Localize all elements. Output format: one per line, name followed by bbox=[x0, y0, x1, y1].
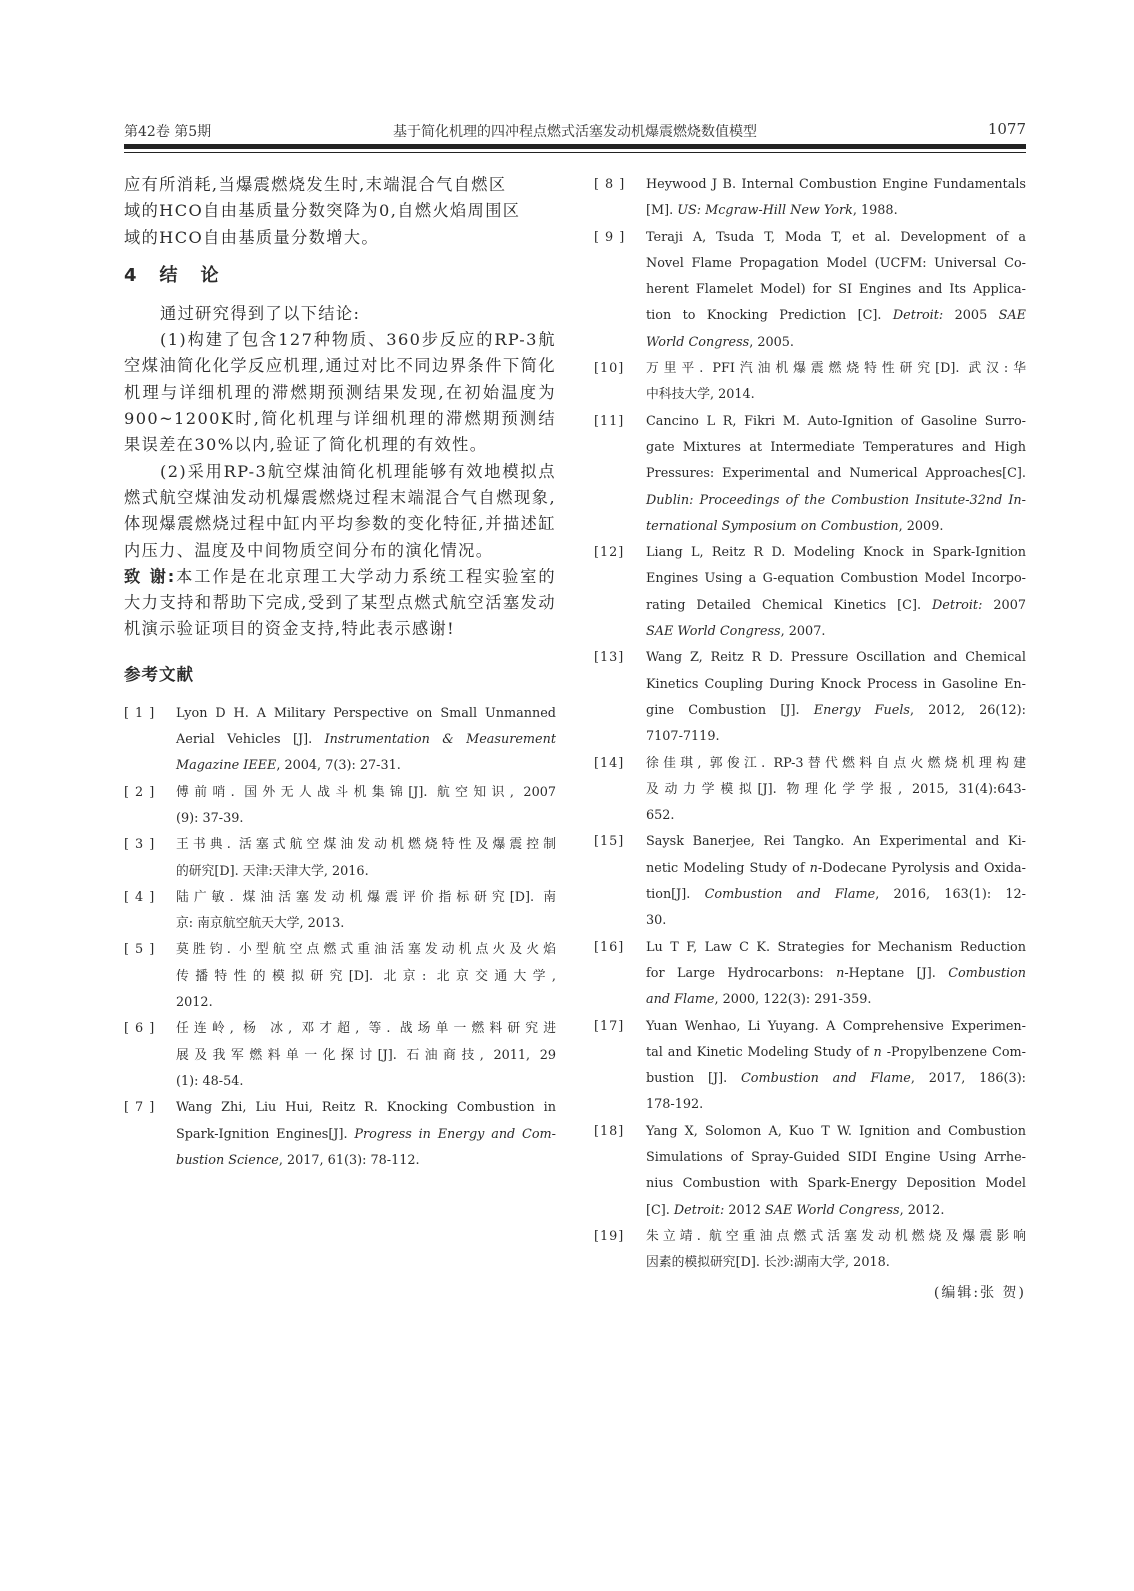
right-column bbox=[594, 172, 1026, 1302]
page-number: 1077 bbox=[987, 120, 1026, 138]
running-title: 基于简化机理的四冲程点燃式活塞发动机爆震燃烧数值模型 bbox=[393, 124, 757, 140]
reference-line bbox=[646, 1198, 1026, 1224]
reference-line bbox=[646, 488, 1026, 514]
intro-line: 应有所消耗,当爆震燃烧发生时,末端混合气自燃区 bbox=[124, 175, 507, 194]
reference-item bbox=[594, 225, 1026, 356]
reference-segment: Saysk Banerjee, Rei Tangko. An Experimental and Ki- bbox=[646, 834, 1026, 850]
reference-segment: [M]. bbox=[646, 203, 678, 219]
reference-item bbox=[594, 1014, 1026, 1119]
reference-number: [ 3 ] bbox=[124, 837, 156, 853]
reference-segment: Simulations of Spray-Guided SIDI Engine Using Arrhe- bbox=[646, 1149, 1026, 1165]
reference-line bbox=[646, 961, 1026, 987]
reference-item bbox=[594, 751, 1026, 830]
reference-line bbox=[646, 645, 1026, 671]
reference-segment: bustion [J]. bbox=[646, 1071, 741, 1087]
reference-item bbox=[594, 1224, 1026, 1277]
reference-segment: 陆广敏. 煤油活塞发动机爆震评价指标研究[D]. 南 bbox=[176, 889, 556, 905]
reference-segment: 652. bbox=[646, 808, 675, 824]
reference-italic-segment: and Flame bbox=[646, 992, 715, 1008]
reference-segment: Yuan Wenhao, Li Yuyang. A Comprehensive Experimen- bbox=[646, 1018, 1026, 1034]
reference-segment: 任连岭, 杨 冰, 邓才超, 等. 战场单一燃料研究进 bbox=[176, 1021, 556, 1037]
reference-item bbox=[124, 832, 556, 885]
reference-number: [16] bbox=[594, 939, 625, 955]
reference-line bbox=[646, 829, 1026, 855]
reference-item bbox=[124, 937, 556, 1016]
reference-line bbox=[646, 987, 1026, 1013]
reference-item bbox=[594, 1119, 1026, 1224]
reference-line bbox=[176, 780, 556, 806]
reference-italic-segment: Progress in Energy and Com- bbox=[354, 1126, 556, 1142]
reference-item bbox=[594, 540, 1026, 645]
reference-line bbox=[646, 330, 1026, 356]
reference-segment: rating Detailed Chemical Kinetics [C]. bbox=[646, 597, 933, 613]
reference-line bbox=[646, 908, 1026, 934]
reference-segment: 中科技大学, 2014. bbox=[646, 387, 755, 403]
reference-item bbox=[594, 645, 1026, 750]
reference-line bbox=[176, 990, 556, 1016]
reference-item bbox=[594, 356, 1026, 409]
reference-line bbox=[176, 1095, 556, 1121]
reference-segment: Yang X, Solomon A, Kuo T W. Ignition and Combustion bbox=[646, 1123, 1026, 1139]
reference-line bbox=[646, 382, 1026, 408]
reference-italic-segment: Combustion and Flame bbox=[704, 887, 876, 903]
reference-item bbox=[124, 885, 556, 938]
reference-line bbox=[646, 172, 1026, 198]
reference-segment: (9): 37-39. bbox=[176, 810, 244, 826]
reference-item bbox=[124, 1095, 556, 1174]
reference-item bbox=[124, 1016, 556, 1095]
reference-italic-segment: SAE World Congress bbox=[764, 1202, 900, 1218]
header-rule-thick bbox=[124, 144, 1026, 149]
reference-line bbox=[646, 1040, 1026, 1066]
acknowledgement bbox=[124, 564, 556, 643]
reference-segment: 徐佳琪, 郭俊江. RP-3替代燃料自点火燃烧机理构建 bbox=[646, 755, 1026, 771]
reference-line bbox=[646, 1066, 1026, 1092]
section-title-part: 结 bbox=[159, 264, 179, 286]
reference-number: [ 7 ] bbox=[124, 1100, 156, 1116]
reference-segment: Lyon D H. A Military Perspective on Small Unmanned bbox=[176, 705, 556, 721]
reference-segment: 展及我军燃料单一化探讨[J]. 石油商技, 2011, 29 bbox=[176, 1047, 556, 1063]
reference-italic-segment: Combustion and Flame bbox=[741, 1071, 911, 1087]
reference-italic-segment: Dublin: Proceedings of the Combustion Insitute-32nd In- bbox=[646, 492, 1026, 508]
reference-line bbox=[646, 514, 1026, 540]
reference-segment: Liang L, Reitz R D. Modeling Knock in Spark-Ignition bbox=[646, 545, 1026, 561]
reference-line bbox=[646, 251, 1026, 277]
reference-line bbox=[176, 1069, 556, 1095]
reference-number: [18] bbox=[594, 1123, 625, 1139]
reference-italic-segment: Energy Fuels bbox=[813, 702, 910, 718]
reference-item bbox=[594, 829, 1026, 934]
reference-segment: Spark-Ignition Engines[J]. bbox=[176, 1126, 355, 1142]
reference-segment: Pressures: Experimental and Numerical Approaches[C]. bbox=[646, 466, 1026, 482]
reference-line bbox=[646, 356, 1026, 382]
reference-segment: Novel Flame Propagation Model (UCFM: Universal Co- bbox=[646, 255, 1026, 271]
reference-italic-segment: SAE World Congress bbox=[646, 624, 781, 640]
reference-segment: Lu T F, Law C K. Strategies for Mechanism Reduction bbox=[646, 939, 1026, 955]
ack-label: 致 谢: bbox=[124, 566, 176, 586]
reference-number: [11] bbox=[594, 413, 625, 429]
section-title-part: 论 bbox=[200, 264, 220, 286]
reference-line bbox=[646, 566, 1026, 592]
reference-segment: 2012. bbox=[176, 995, 213, 1011]
section-heading bbox=[124, 261, 556, 287]
running-header bbox=[124, 119, 1026, 141]
reference-segment: Kinetics Coupling During Knock Process in Gasoline En- bbox=[646, 676, 1026, 692]
reference-line bbox=[646, 540, 1026, 566]
reference-line bbox=[646, 1145, 1026, 1171]
reference-segment: Aerial Vehicles [J]. bbox=[176, 732, 325, 748]
reference-italic-segment: n bbox=[873, 1044, 882, 1060]
reference-line bbox=[646, 1250, 1026, 1276]
reference-italic-segment: Magazine IEEE bbox=[176, 758, 277, 774]
reference-line bbox=[646, 935, 1026, 961]
left-column bbox=[124, 172, 556, 1174]
editor-note: (编辑:张 贺) bbox=[933, 1285, 1026, 1302]
reference-item bbox=[594, 935, 1026, 1014]
reference-number: [13] bbox=[594, 650, 625, 666]
intro-paragraph bbox=[124, 172, 556, 251]
reference-number: [10] bbox=[594, 361, 625, 377]
reference-line bbox=[646, 672, 1026, 698]
reference-italic-segment: Detroit: bbox=[932, 597, 994, 613]
reference-line bbox=[646, 409, 1026, 435]
reference-line bbox=[646, 435, 1026, 461]
conclusion-2: (2)采用RP-3航空煤油简化机理能够有效地模拟点燃式航空煤油发动机爆震燃烧过程末端混合气自燃现象,体现爆震燃烧过程中缸内平均参数的变化特征,并描述缸内压力、温度及中间物质空间分布的演化情况。 bbox=[124, 461, 556, 560]
reference-segment: , 2016, 163(1): 12- bbox=[875, 887, 1026, 903]
reference-segment: 7107-7119. bbox=[646, 729, 720, 745]
reference-segment: Teraji A, Tsuda T, Moda T, et al. Development of a bbox=[646, 229, 1026, 245]
conclusion-1: (1)构建了包含127种物质、360步反应的RP-3航空煤油简化化学反应机理,通过对比不同边界条件下简化机理与详细机理的滞燃期预测结果发现,在初始温度为900~1200K时,简化机理与详细机理的滞燃期预测结果误差在30%以内,验证了简化机理的有效性。 bbox=[124, 330, 556, 455]
reference-segment: 30. bbox=[646, 913, 667, 929]
reference-segment: gine Combustion [J]. bbox=[646, 702, 814, 718]
reference-item bbox=[594, 409, 1026, 540]
reference-line bbox=[646, 619, 1026, 645]
reference-segment: 2005 bbox=[954, 308, 999, 324]
reference-segment: , 2009. bbox=[898, 518, 944, 534]
reference-item bbox=[594, 172, 1026, 225]
reference-number: [ 1 ] bbox=[124, 705, 156, 721]
reference-segment: netic Modeling Study of bbox=[646, 860, 810, 876]
reference-segment: 178-192. bbox=[646, 1097, 704, 1113]
reference-segment: tion to Knocking Prediction [C]. bbox=[646, 308, 893, 324]
reference-line bbox=[176, 964, 556, 990]
reference-segment: 王书典. 活塞式航空煤油发动机燃烧特性及爆震控制 bbox=[176, 837, 556, 853]
reference-italic-segment: Detroit: bbox=[673, 1202, 729, 1218]
reference-segment: herent Flamelet Model) for SI Engines and Its Applica- bbox=[646, 282, 1026, 298]
intro-line: 域的HCO自由基质量分数增大。 bbox=[124, 227, 380, 247]
reference-segment: (1): 48-54. bbox=[176, 1073, 244, 1089]
reference-segment: 的研究[D]. 天津:天津大学, 2016. bbox=[176, 863, 369, 879]
reference-line bbox=[646, 198, 1026, 224]
reference-italic-segment: Combustion bbox=[948, 965, 1026, 981]
reference-segment: , 1988. bbox=[852, 203, 898, 219]
reference-item bbox=[124, 701, 556, 780]
reference-segment: 传播特性的模拟研究[D]. 北京: 北京交通大学, bbox=[176, 968, 556, 984]
reference-line bbox=[176, 1016, 556, 1042]
reference-segment: , 2017, 186(3): bbox=[910, 1071, 1026, 1087]
reference-line bbox=[176, 911, 556, 937]
reference-line bbox=[176, 859, 556, 885]
reference-italic-segment: n bbox=[809, 860, 818, 876]
reference-line bbox=[646, 593, 1026, 619]
reference-segment: for Large Hydrocarbons: bbox=[646, 965, 837, 981]
reference-segment: 万里平. PFI汽油机爆震燃烧特性研究[D]. 武汉:华 bbox=[646, 361, 1026, 377]
reference-line bbox=[646, 1092, 1026, 1118]
reference-number: [ 5 ] bbox=[124, 942, 156, 958]
reference-segment: 及动力学模拟[J]. 物理化学学报, 2015, 31(4):643- bbox=[646, 781, 1026, 797]
reference-line bbox=[646, 225, 1026, 251]
reference-line bbox=[646, 1119, 1026, 1145]
section-number: 4 bbox=[124, 264, 138, 286]
reference-line bbox=[176, 885, 556, 911]
reference-line bbox=[176, 1122, 556, 1148]
reference-line bbox=[646, 303, 1026, 329]
reference-segment: tion[J]. bbox=[646, 887, 705, 903]
reference-segment: 2007 bbox=[993, 597, 1026, 613]
reference-segment: Cancino L R, Fikri M. Auto-Ignition of Gasoline Surro- bbox=[646, 413, 1026, 429]
reference-segment: Wang Z, Reitz R D. Pressure Oscillation and Chemical bbox=[646, 650, 1026, 666]
reference-number: [14] bbox=[594, 755, 625, 771]
reference-line bbox=[646, 724, 1026, 750]
reference-item bbox=[124, 780, 556, 833]
reference-italic-segment: Detroit: bbox=[892, 308, 955, 324]
reference-line bbox=[176, 753, 556, 779]
reference-line bbox=[646, 1224, 1026, 1250]
reference-segment: , 2000, 122(3): 291-359. bbox=[714, 992, 872, 1008]
reference-segment: Heywood J B. Internal Combustion Engine Fundamentals bbox=[646, 177, 1026, 192]
reference-italic-segment: Instrumentation & Measurement bbox=[324, 732, 556, 748]
reference-segment: , 2012. bbox=[899, 1202, 945, 1218]
reference-segment: 因素的模拟研究[D]. 长沙:湖南大学, 2018. bbox=[646, 1255, 890, 1271]
reference-segment: 京: 南京航空航天大学, 2013. bbox=[176, 916, 345, 932]
reference-italic-segment: bustion Science bbox=[176, 1152, 279, 1168]
reference-segment: gate Mixtures at Intermediate Temperatures and High bbox=[646, 439, 1026, 455]
reference-segment: -Heptane [J]. bbox=[844, 965, 949, 981]
reference-segment: , 2007. bbox=[780, 624, 826, 640]
reference-line bbox=[176, 937, 556, 963]
reference-number: [ 4 ] bbox=[124, 889, 156, 905]
reference-number: [ 2 ] bbox=[124, 784, 156, 800]
reference-number: [19] bbox=[594, 1228, 625, 1244]
volume-issue: 第42卷 第5期 bbox=[124, 124, 212, 140]
header-rule-thin bbox=[124, 152, 1026, 153]
reference-segment: -Propylbenzene Com- bbox=[881, 1044, 1026, 1060]
reference-number: [ 8 ] bbox=[594, 177, 626, 192]
references-title: 参考文献 bbox=[124, 664, 194, 684]
reference-segment: , 2017, 61(3): 78-112. bbox=[278, 1152, 420, 1168]
reference-line bbox=[176, 806, 556, 832]
reference-line bbox=[646, 277, 1026, 303]
reference-line bbox=[646, 698, 1026, 724]
reference-line bbox=[176, 701, 556, 727]
reference-line bbox=[646, 1014, 1026, 1040]
reference-line bbox=[646, 882, 1026, 908]
reference-segment: 朱立靖. 航空重油点燃式活塞发动机燃烧及爆震影响 bbox=[646, 1228, 1026, 1244]
intro-line: 域的HCO自由基质量分数突降为0,自燃火焰周围区 bbox=[124, 201, 521, 221]
reference-segment: 2012 bbox=[728, 1202, 765, 1218]
reference-number: [ 9 ] bbox=[594, 229, 626, 245]
reference-italic-segment: n bbox=[836, 965, 845, 981]
conclusion-lead: 通过研究得到了以下结论: bbox=[160, 303, 361, 323]
reference-segment: 傅前哨. 国外无人战斗机集锦[J]. 航空知识, 2007 bbox=[176, 784, 556, 800]
ack-text: 本工作是在北京理工大学动力系统工程实验室的大力支持和帮助下完成,受到了某型点燃式航空活塞发动机演示验证项目的资金支持,特此表示感谢! bbox=[124, 566, 556, 639]
reference-line bbox=[176, 832, 556, 858]
reference-number: [17] bbox=[594, 1018, 625, 1034]
reference-italic-segment: World Congress bbox=[646, 334, 750, 350]
reference-segment: -Dodecane Pyrolysis and Oxida- bbox=[817, 860, 1026, 876]
reference-number: [12] bbox=[594, 545, 625, 561]
reference-segment: , 2004, 7(3): 27-31. bbox=[276, 758, 401, 774]
reference-line bbox=[646, 803, 1026, 829]
reference-line bbox=[646, 461, 1026, 487]
reference-segment: tal and Kinetic Modeling Study of bbox=[646, 1044, 874, 1060]
reference-line bbox=[646, 1171, 1026, 1197]
reference-italic-segment: ternational Symposium on Combustion bbox=[646, 518, 899, 534]
reference-line bbox=[176, 727, 556, 753]
reference-list-left bbox=[124, 701, 556, 1174]
reference-segment: [C]. bbox=[646, 1202, 674, 1218]
reference-line bbox=[646, 856, 1026, 882]
reference-list-right bbox=[594, 172, 1026, 1276]
reference-italic-segment: US: Mcgraw-Hill New York bbox=[677, 203, 853, 219]
reference-line bbox=[176, 1043, 556, 1069]
reference-italic-segment: SAE bbox=[998, 308, 1026, 324]
reference-segment: nius Combustion with Spark-Energy Deposition Model bbox=[646, 1176, 1026, 1192]
reference-segment: , 2005. bbox=[749, 334, 794, 350]
reference-segment: , 2012, 26(12): bbox=[910, 702, 1026, 718]
reference-line bbox=[176, 1148, 556, 1174]
reference-segment: Engines Using a G-equation Combustion Model Incorpo- bbox=[646, 571, 1026, 587]
reference-number: [ 6 ] bbox=[124, 1021, 156, 1037]
reference-number: [15] bbox=[594, 834, 625, 850]
reference-line bbox=[646, 751, 1026, 777]
reference-segment: Wang Zhi, Liu Hui, Reitz R. Knocking Combustion in bbox=[176, 1100, 556, 1116]
reference-line bbox=[646, 777, 1026, 803]
reference-segment: 莫胜钧. 小型航空点燃式重油活塞发动机点火及火焰 bbox=[176, 942, 556, 958]
